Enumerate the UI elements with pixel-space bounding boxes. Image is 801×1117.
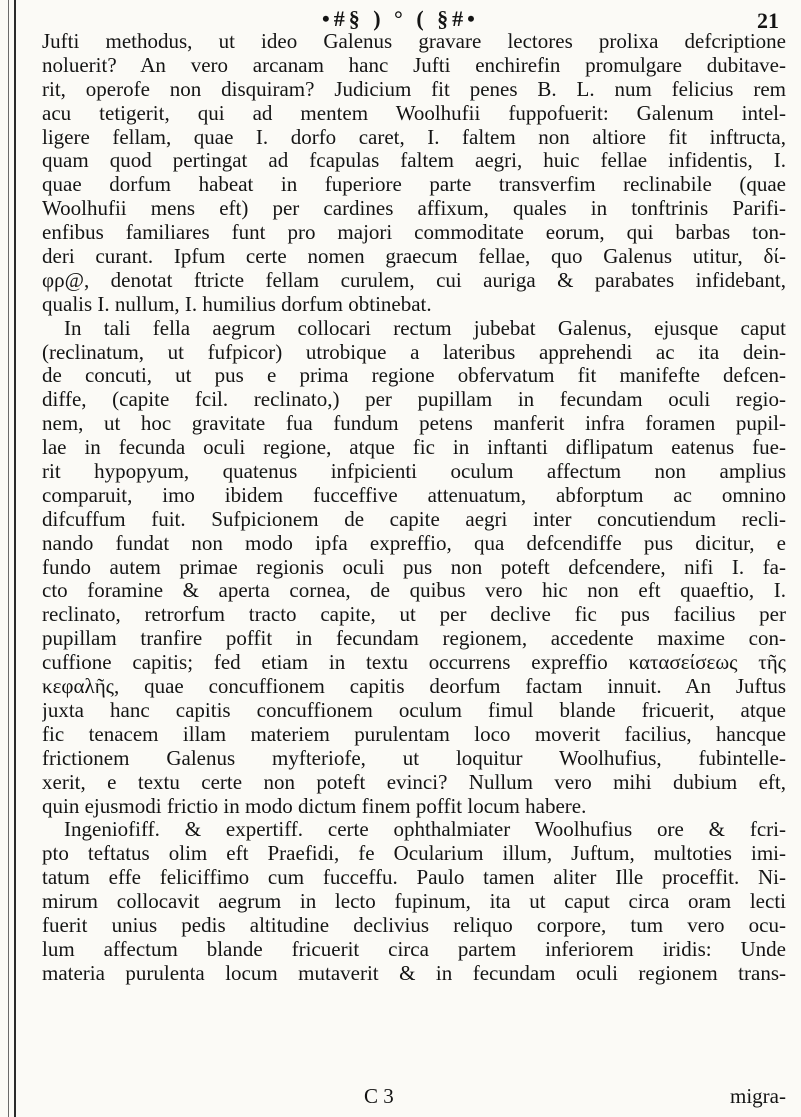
text-line: pto teftatus olim eft Praefidi, fe Ocularium illum, Juftum, multoties imi- bbox=[42, 842, 786, 866]
text-line: Ingeniofiff. & expertiff. certe ophthalmiater Woolhufius ore & fcri- bbox=[64, 818, 786, 842]
text-line: diffe, (capite fcil. reclinato,) per pupillam in fecundam oculi regio- bbox=[42, 388, 786, 412]
text-line: reclinato, retrorfum tracto capite, ut per declive fic pus facilius per bbox=[42, 603, 786, 627]
text-line: noluerit? An vero arcanam hanc Jufti enchirefin promulgare dubitave- bbox=[42, 53, 786, 77]
catchword: migra- bbox=[730, 1084, 786, 1108]
text-line: acu tetigerit, qui ad mentem Woolhufii fuppofuerit: Galenum intel- bbox=[42, 101, 786, 125]
text-line: xerit, e textu certe non poteft evinci? Nullum vero mihi dubium eft, bbox=[42, 770, 786, 794]
text-line: κεφαλῆς, quae concuffionem capitis deorfum factam innuit. An Juftus bbox=[42, 675, 786, 699]
text-line: quae dorfum habeat in fuperiore parte transverfim reclinabile (quae bbox=[42, 173, 786, 197]
text-line: difcuffum fuit. Sufpicionem de capite aegri inter concutiendum recli- bbox=[42, 507, 786, 531]
text-line: enfibus familiares funt pro majori commoditate eorum, qui barbas ton- bbox=[42, 221, 786, 245]
text-line: rit, operofe non disquiram? Judicium fit penes B. L. num felicius rem bbox=[42, 77, 786, 101]
text-line: lum affectum blande fricuerit circa partem inferiorem iridis: Unde bbox=[42, 937, 786, 961]
binding-shadow bbox=[8, 0, 9, 1117]
text-line: de concuti, ut pus e prima regione obfervatum fit manifefte defcen- bbox=[42, 364, 786, 388]
body-text bbox=[42, 30, 786, 986]
text-line: comparuit, imo ibidem fucceffive attenuatum, abforptum ac omnino bbox=[42, 483, 786, 507]
text-line: fundo autem primae regionis oculi pus non poteft defcendere, nifi I. fa- bbox=[42, 555, 786, 579]
text-line: In tali fella aegrum collocari rectum jubebat Galenus, ejusque caput bbox=[64, 316, 786, 340]
text-line: pupillam tranfire poffit in fecundam regionem, accedente maxime con- bbox=[42, 627, 786, 651]
text-line: Woolhufii mens eft) per cardines affixum, quales in tonftrinis Parifi- bbox=[42, 197, 786, 221]
text-line: juxta hanc capitis concuffionem oculum fimul blande fricuerit, atque bbox=[42, 698, 786, 722]
text-line: Jufti methodus, ut ideo Galenus gravare lectores prolixa defcriptione bbox=[42, 30, 786, 53]
text-line: deri curant. Ipfum certe nomen graecum fellae, quo Galenus utitur, δί- bbox=[42, 245, 786, 269]
text-line: φρ@, denotat ftricte fellam curulem, cui auriga & parabates infidebant, bbox=[42, 268, 786, 292]
page-number: 21 bbox=[757, 8, 779, 33]
text-line: fuerit unius pedis altitudine declivius reliquo corpore, tum vero ocu- bbox=[42, 913, 786, 937]
text-line: frictionem Galenus myfteriofe, ut loquitur Woolhufius, fubintelle- bbox=[42, 746, 786, 770]
binding-edge bbox=[14, 0, 16, 1117]
text-line: (reclinatum, ut fufpicor) utrobique a lateribus apprehendi ac ita dein- bbox=[42, 340, 786, 364]
text-line: ligere fellam, quae I. dorfo caret, I. faltem non altiore fit inftructa, bbox=[42, 125, 786, 149]
header-ornament: •#§ ) ° ( §#• bbox=[322, 6, 479, 31]
text-line: fic tenacem illam materiem purulentam loco moverit facilius, hancque bbox=[42, 722, 786, 746]
text-line: quin ejusmodi frictio in modo dictum finem poffit locum habere. bbox=[42, 794, 587, 818]
text-line: cuffione capitis; fed etiam in textu occurrens expreffio κατασείσεως τῆς bbox=[42, 651, 786, 675]
text-line: qualis I. nullum, I. humilius dorfum obtinebat. bbox=[42, 292, 432, 316]
page-footer bbox=[42, 1084, 786, 1110]
text-line: cto foramine & aperta cornea, de quibus vero hic non eft quaeftio, I. bbox=[42, 579, 786, 603]
text-line: mirum collocavit aegrum in lecto fupinum, ita ut caput circa oram lecti bbox=[42, 890, 786, 914]
signature-mark: C 3 bbox=[364, 1084, 394, 1108]
text-line: nem, ut hoc gravitate fua fundum petens manferit infra foramen pupil- bbox=[42, 412, 786, 436]
text-line: lae in fecunda oculi regione, atque fic in inftanti diflipatum eatenus fue- bbox=[42, 436, 786, 460]
text-line: tatum effe feliciffimo cum fucceffu. Paulo tamen aliter Ille proceffit. Ni- bbox=[42, 866, 786, 890]
text-line: nando fundat non modo ipfa expreffio, qua defcendiffe pus dicitur, e bbox=[42, 531, 786, 555]
running-header bbox=[0, 2, 801, 33]
text-line: quam quod pertingat ad fcapulas faltem aegri, huic fellae infidentis, I. bbox=[42, 149, 786, 173]
text-line: rit hypopyum, quatenus infpicienti oculum affectum non amplius bbox=[42, 460, 786, 484]
text-line: materia purulenta locum mutaverit & in fecundam oculi regionem trans- bbox=[42, 961, 786, 985]
